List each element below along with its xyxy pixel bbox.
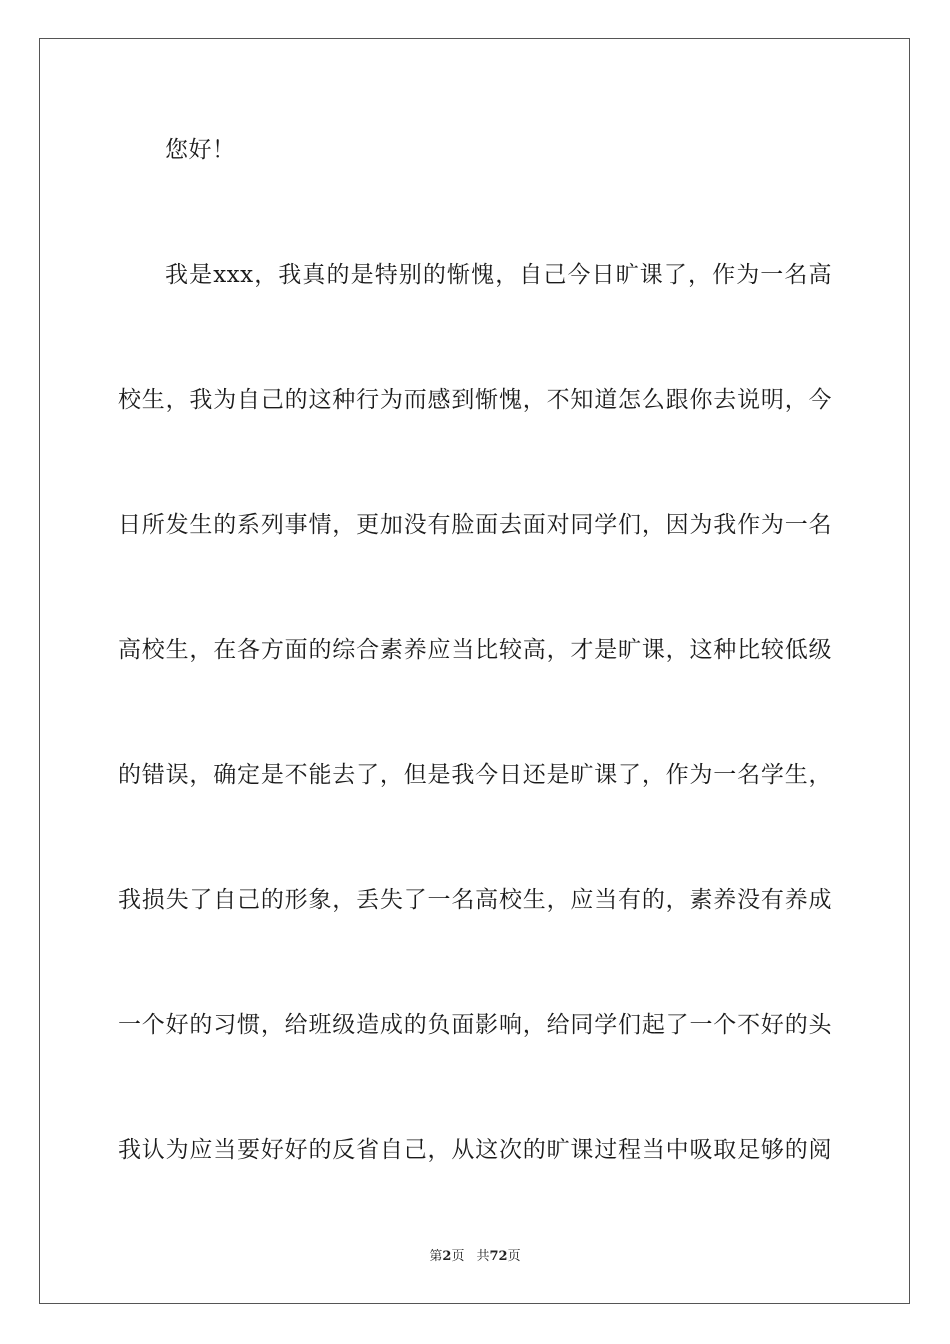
body-line: 校生，我为自己的这种行为而感到惭愧，不知道怎么跟你去说明，今 — [118, 387, 832, 413]
body-line: 日所发生的系列事情，更加没有脸面去面对同学们，因为我作为一名 — [118, 512, 832, 538]
total-pages: 72 — [489, 1249, 508, 1264]
total-prefix: 共 — [476, 1249, 490, 1264]
body-line: 的错误，确定是不能去了，但是我今日还是旷课了，作为一名学生， — [118, 762, 832, 788]
total-suffix: 页 — [507, 1249, 521, 1264]
body-line: 高校生，在各方面的综合素养应当比较高，才是旷课，这种比较低级 — [118, 637, 832, 663]
page-border — [39, 38, 910, 1304]
page-suffix: 页 — [451, 1249, 465, 1264]
body-line: 一个好的习惯，给班级造成的负面影响，给同学们起了一个不好的头 — [118, 1012, 832, 1038]
page-footer — [0, 1248, 950, 1266]
body-line: 我是xxx，我真的是特别的惭愧，自己今日旷课了，作为一名高 — [165, 262, 832, 288]
body-line: 我认为应当要好好的反省自己，从这次的旷课过程当中吸取足够的阅 — [118, 1137, 832, 1163]
greeting-text: 您好！ — [165, 137, 236, 163]
page-prefix: 第 — [429, 1249, 443, 1264]
page-number: 2 — [442, 1249, 452, 1264]
body-line: 我损失了自己的形象，丢失了一名高校生，应当有的，素养没有养成 — [118, 887, 832, 913]
